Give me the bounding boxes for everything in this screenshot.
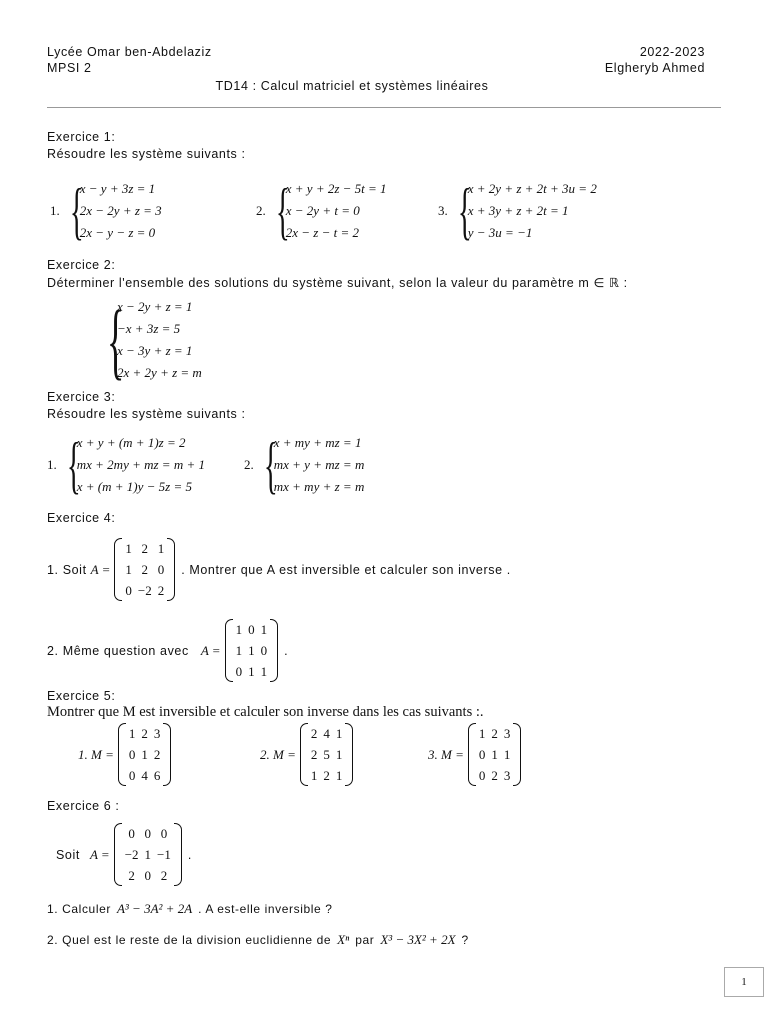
left-paren-icon — [114, 823, 122, 886]
question-prefix: 2. Même question avec — [47, 643, 189, 658]
left-brace-icon: { — [457, 175, 472, 246]
matrix-cell: 2 — [491, 768, 498, 783]
system-number: 3. — [438, 203, 448, 218]
ex2-heading: Exercice 2: — [47, 258, 116, 272]
right-paren-icon — [174, 823, 182, 886]
ex4-heading: Exercice 4: — [47, 511, 116, 525]
matrix-m — [118, 723, 172, 786]
ex1-heading: Exercice 1: — [47, 130, 116, 144]
author-name: Elgheryb Ahmed — [604, 61, 705, 75]
equation: x + 3y + z + 2t = 1 — [467, 203, 569, 218]
equation: x + (m + 1)y − 5z = 5 — [76, 479, 192, 494]
soit-label: Soit — [56, 847, 80, 862]
matrix-cell: 1 — [478, 726, 486, 741]
system-number: 1. — [50, 203, 60, 218]
matrix-cell: −1 — [157, 847, 171, 862]
left-brace-icon: { — [66, 429, 81, 500]
equation: x + my + mz = 1 — [273, 435, 362, 450]
matrix-cell: 0 — [144, 826, 152, 841]
ex1-system-2 — [256, 175, 387, 246]
matrix-cell: −2 — [137, 583, 152, 598]
ex2-instruction: Déterminer l'ensemble des solutions du système suivant, selon la valeur du paramètre m ∈ ℝ : — [47, 276, 628, 290]
matrix-cell: 0 — [478, 768, 486, 783]
question-prefix: 1. Soit — [47, 562, 87, 577]
left-paren-icon — [118, 723, 126, 786]
matrix-cell: 3 — [153, 726, 161, 741]
matrix-label: 1. M = — [78, 746, 114, 762]
matrix-cell: 0 — [128, 768, 136, 783]
left-paren-icon — [300, 723, 308, 786]
matrix-a — [114, 538, 175, 601]
matrix-cell: 4 — [323, 726, 330, 741]
matrix-cell: 1 — [157, 541, 165, 556]
matrix-cell: 2 — [141, 726, 148, 741]
equation: x − 2y + z = 1 — [117, 299, 193, 314]
matrix-cell: 0 — [144, 868, 152, 883]
matrix-a — [225, 619, 279, 682]
matrix-cell: 3 — [503, 768, 511, 783]
matrix-label: 3. M = — [428, 746, 464, 762]
left-brace-icon: { — [69, 175, 84, 246]
equation: 2x − 2y + z = 3 — [79, 203, 162, 218]
matrix-cell: 1 — [491, 747, 498, 762]
matrix-cell: 2 — [141, 541, 149, 556]
matrix-cell: 1 — [310, 768, 318, 783]
matrix-table — [308, 723, 346, 786]
question-end: . — [284, 643, 289, 658]
equation: x − 2y + t = 0 — [285, 203, 360, 218]
matrix-cell: 1 — [248, 643, 255, 658]
matrix-cell: 0 — [160, 826, 168, 841]
ex2-system — [103, 292, 202, 388]
matrix-cell: 5 — [323, 747, 330, 762]
matrix-cell: 1 — [125, 562, 132, 577]
question-text: . A est-elle inversible ? — [198, 902, 333, 916]
ex5-item-2 — [260, 723, 353, 786]
matrix-cell: 0 — [125, 583, 132, 598]
equation: x + 2y + z + 2t + 3u = 2 — [467, 181, 597, 196]
par-label: par — [355, 933, 375, 947]
equation: y − 3u = −1 — [467, 225, 533, 240]
right-paren-icon — [167, 538, 175, 601]
matrix-cell: 2 — [157, 583, 165, 598]
ex5-item-1 — [78, 723, 171, 786]
class-name: MPSI 2 — [47, 61, 92, 75]
ex5-heading: Exercice 5: — [47, 689, 116, 703]
ex1-system-3 — [438, 175, 597, 246]
left-paren-icon — [114, 538, 122, 601]
matrix-cell: 2 — [310, 747, 318, 762]
matrix-variable: A = — [89, 846, 110, 862]
matrix-cell: 1 — [125, 541, 132, 556]
matrix-cell: 1 — [248, 664, 255, 679]
matrix-m — [300, 723, 354, 786]
ex4-question-1 — [47, 538, 511, 601]
question-prefix: 2. Quel est le reste de la division euclidienne de — [47, 933, 332, 947]
matrix-cell: 1 — [235, 622, 243, 637]
ex3-instruction: Résoudre les système suivants : — [47, 407, 246, 421]
matrix-cell: 0 — [128, 826, 135, 841]
matrix-cell: 0 — [260, 643, 268, 658]
matrix-m — [468, 723, 522, 786]
matrix-cell: 1 — [335, 768, 343, 783]
equation: mx + my + z = m — [273, 479, 365, 494]
matrix-table — [476, 723, 514, 786]
page-number: 1 — [724, 967, 764, 997]
ex5-instruction: Montrer que M est inversible et calculer son inverse dans les cas suivants :. — [47, 704, 484, 720]
matrix-cell: 6 — [153, 768, 161, 783]
matrix-cell: 2 — [141, 562, 149, 577]
question-end: ? — [461, 933, 469, 947]
ex4-question-2 — [47, 619, 288, 682]
ex1-instruction: Résoudre les système suivants : — [47, 147, 246, 161]
matrix-cell: 1 — [128, 726, 136, 741]
matrix-cell: 1 — [144, 847, 152, 862]
matrix-table — [122, 538, 167, 601]
matrix-cell: 2 — [491, 726, 498, 741]
equation: 2x − z − t = 2 — [285, 225, 360, 240]
def-end: . — [187, 847, 192, 862]
equation: x + y + 2z − 5t = 1 — [285, 181, 387, 196]
system-number: 2. — [244, 457, 254, 472]
matrix-cell: 1 — [141, 747, 148, 762]
right-paren-icon — [163, 723, 171, 786]
equation: mx + y + mz = m — [273, 457, 365, 472]
header-divider — [47, 107, 721, 108]
matrix-table — [233, 619, 271, 682]
ex3-system-1 — [47, 429, 205, 500]
matrix-cell: 2 — [153, 747, 161, 762]
math-expression: Xⁿ — [337, 932, 350, 947]
system-number: 1. — [47, 457, 57, 472]
matrix-a — [114, 823, 182, 886]
ex6-question-1 — [47, 901, 333, 917]
equation: x + y + (m + 1)z = 2 — [76, 435, 186, 450]
right-paren-icon — [513, 723, 521, 786]
document-title: TD14 : Calcul matriciel et systèmes linéaires — [215, 79, 489, 93]
ex6-question-2 — [47, 932, 469, 948]
system-number: 2. — [256, 203, 266, 218]
equation: x − y + 3z = 1 — [79, 181, 156, 196]
matrix-cell: 1 — [260, 664, 268, 679]
math-expression: A³ − 3A² + 2A — [116, 901, 193, 916]
equation: −x + 3z = 5 — [117, 321, 181, 336]
math-expression: X³ − 3X² + 2X — [380, 932, 456, 947]
matrix-cell: 2 — [128, 868, 135, 883]
equation: 2x − y − z = 0 — [79, 225, 156, 240]
matrix-cell: 2 — [310, 726, 318, 741]
left-brace-icon: { — [263, 429, 278, 500]
matrix-variable: A = — [200, 642, 221, 658]
matrix-cell: 1 — [335, 726, 343, 741]
matrix-cell: 2 — [160, 868, 168, 883]
ex1-system-1 — [50, 175, 162, 246]
left-paren-icon — [225, 619, 233, 682]
school-year: 2022-2023 — [639, 45, 705, 59]
matrix-variable: A = — [90, 561, 111, 577]
matrix-table — [126, 723, 164, 786]
ex3-heading: Exercice 3: — [47, 390, 116, 404]
matrix-cell: 1 — [335, 747, 343, 762]
matrix-cell: 3 — [503, 726, 511, 741]
matrix-cell: 1 — [235, 643, 243, 658]
matrix-cell: 0 — [478, 747, 486, 762]
ex6-matrix-def — [56, 823, 192, 886]
matrix-cell: 0 — [235, 664, 243, 679]
ex6-heading: Exercice 6 : — [47, 799, 120, 813]
equation: mx + 2my + mz = m + 1 — [76, 457, 205, 472]
left-paren-icon — [468, 723, 476, 786]
matrix-cell: −2 — [124, 847, 139, 862]
matrix-cell: 0 — [248, 622, 255, 637]
left-brace-icon: { — [275, 175, 290, 246]
matrix-cell: 1 — [503, 747, 511, 762]
question-text: . Montrer que A est inversible et calculer son inverse . — [181, 562, 511, 577]
ex3-system-2 — [244, 429, 365, 500]
matrix-cell: 2 — [323, 768, 330, 783]
matrix-label: 2. M = — [260, 746, 296, 762]
matrix-table — [122, 823, 174, 886]
matrix-cell: 4 — [141, 768, 148, 783]
matrix-cell: 0 — [128, 747, 136, 762]
right-paren-icon — [345, 723, 353, 786]
school-name: Lycée Omar ben-Abdelaziz — [47, 45, 212, 59]
left-brace-icon: { — [107, 292, 125, 388]
ex5-item-3 — [428, 723, 521, 786]
matrix-cell: 1 — [260, 622, 268, 637]
question-prefix: 1. Calculer — [47, 902, 111, 916]
equation: x − 3y + z = 1 — [117, 343, 193, 358]
equation: 2x + 2y + z = m — [117, 365, 202, 380]
matrix-cell: 0 — [157, 562, 165, 577]
right-paren-icon — [270, 619, 278, 682]
